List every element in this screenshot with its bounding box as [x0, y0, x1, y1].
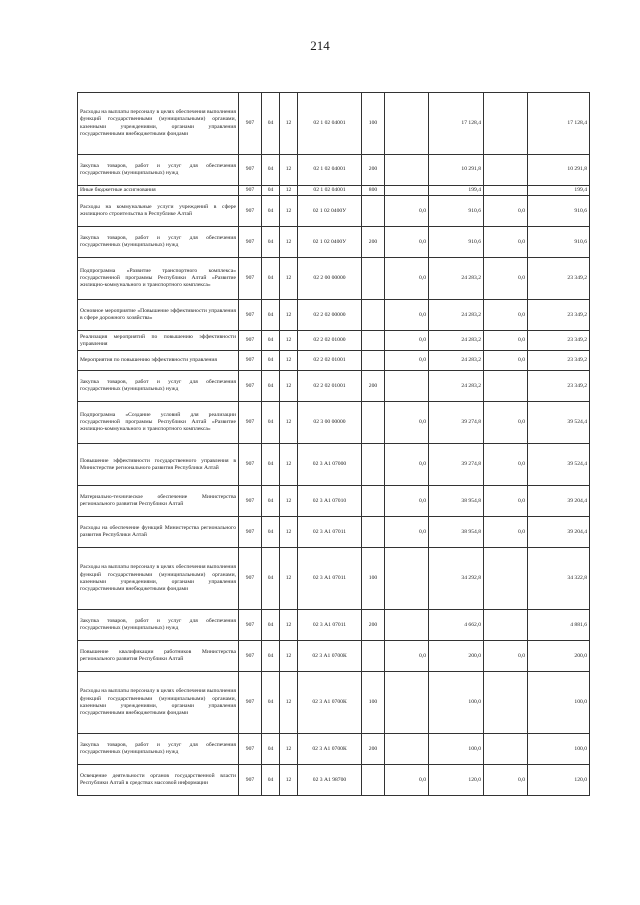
amount-change-2 — [484, 672, 528, 734]
table-row — [78, 517, 590, 548]
section-code: 04 — [262, 331, 280, 351]
target-article-code: 02 3 А1 07000 — [298, 444, 362, 486]
section-code: 04 — [262, 402, 280, 444]
amount-1: 200,0 — [429, 641, 484, 672]
amount-1: 17 128,4 — [429, 93, 484, 155]
amount-2: 120,0 — [528, 765, 590, 796]
amount-1: 24 283,2 — [429, 371, 484, 402]
section-code: 04 — [262, 351, 280, 371]
expense-type-code — [362, 486, 385, 517]
amount-1: 100,0 — [429, 672, 484, 734]
amount-1: 120,0 — [429, 765, 484, 796]
target-article-code: 02 3 А1 07011 — [298, 610, 362, 641]
subsection-code: 12 — [280, 351, 298, 371]
grbs-code: 907 — [239, 155, 262, 186]
subsection-code: 12 — [280, 672, 298, 734]
expense-type-code: 800 — [362, 186, 385, 196]
amount-2: 4 881,6 — [528, 610, 590, 641]
target-article-code: 02 1 02 04001 — [298, 186, 362, 196]
table-row — [78, 258, 590, 300]
section-code: 04 — [262, 186, 280, 196]
subsection-code: 12 — [280, 300, 298, 331]
subsection-code: 12 — [280, 402, 298, 444]
amount-1: 24 283,2 — [429, 351, 484, 371]
expense-type-code: 200 — [362, 371, 385, 402]
amount-change-2 — [484, 610, 528, 641]
subsection-code: 12 — [280, 93, 298, 155]
amount-change-1: 0,0 — [385, 351, 429, 371]
target-article-code: 02 2 02 00000 — [298, 300, 362, 331]
amount-change-2 — [484, 734, 528, 765]
amount-change-1: 0,0 — [385, 486, 429, 517]
amount-change-2 — [484, 155, 528, 186]
target-article-code: 02 3 00 00000 — [298, 402, 362, 444]
amount-change-1 — [385, 548, 429, 610]
amount-2: 23 349,2 — [528, 331, 590, 351]
grbs-code: 907 — [239, 765, 262, 796]
subsection-code: 12 — [280, 610, 298, 641]
subsection-code: 12 — [280, 765, 298, 796]
table-body — [78, 93, 590, 796]
amount-change-2 — [484, 186, 528, 196]
section-code: 04 — [262, 227, 280, 258]
amount-1: 34 292,8 — [429, 548, 484, 610]
amount-change-2 — [484, 93, 528, 155]
row-name: Расходы на выплаты персоналу в целях обеспечения выполнения функций государственными (муниципальными) органами, казенными учреждениями, органами управления государственными внебюджетными фондами — [78, 672, 239, 734]
amount-change-1: 0,0 — [385, 196, 429, 227]
amount-change-1 — [385, 610, 429, 641]
amount-2: 39 204,4 — [528, 517, 590, 548]
amount-change-2: 0,0 — [484, 196, 528, 227]
grbs-code: 907 — [239, 371, 262, 402]
expense-type-code — [362, 517, 385, 548]
target-article-code: 02 3 А1 0700К — [298, 734, 362, 765]
amount-1: 100,0 — [429, 734, 484, 765]
table-row — [78, 486, 590, 517]
amount-2: 23 349,2 — [528, 300, 590, 331]
amount-2: 39 524,4 — [528, 402, 590, 444]
amount-1: 910,6 — [429, 227, 484, 258]
amount-2: 100,0 — [528, 734, 590, 765]
row-name: Подпрограмма «Развитие транспортного комплекса» государственной программы Республики Алтай «Развитие жилищно-коммунального и транспортного комплекса» — [78, 258, 239, 300]
grbs-code: 907 — [239, 300, 262, 331]
row-name: Иные бюджетные ассигнования — [78, 186, 239, 196]
target-article-code: 02 1 02 0400У — [298, 227, 362, 258]
table-row — [78, 196, 590, 227]
row-name: Расходы на выплаты персоналу в целях обеспечения выполнения функций государственными (муниципальными) органами, казенными учреждениями, органами управления государственными внебюджетными фондами — [78, 548, 239, 610]
amount-1: 4 662,0 — [429, 610, 484, 641]
subsection-code: 12 — [280, 371, 298, 402]
row-name: Закупка товаров, работ и услуг для обеспечения государственных (муниципальных) нужд — [78, 610, 239, 641]
table-row — [78, 331, 590, 351]
subsection-code: 12 — [280, 155, 298, 186]
subsection-code: 12 — [280, 186, 298, 196]
table-row — [78, 351, 590, 371]
amount-2: 10 291,8 — [528, 155, 590, 186]
grbs-code: 907 — [239, 486, 262, 517]
amount-change-2: 0,0 — [484, 641, 528, 672]
amount-1: 910,6 — [429, 196, 484, 227]
grbs-code: 907 — [239, 734, 262, 765]
budget-table — [77, 92, 590, 796]
target-article-code: 02 1 02 04001 — [298, 155, 362, 186]
expense-type-code — [362, 196, 385, 227]
section-code: 04 — [262, 641, 280, 672]
expense-type-code — [362, 402, 385, 444]
page-number: 214 — [310, 38, 330, 53]
section-code: 04 — [262, 734, 280, 765]
amount-change-2: 0,0 — [484, 517, 528, 548]
amount-2: 910,6 — [528, 227, 590, 258]
target-article-code: 02 2 02 01001 — [298, 351, 362, 371]
row-name: Закупка товаров, работ и услуг для обеспечения государственных (муниципальных) нужд — [78, 155, 239, 186]
row-name: Закупка товаров, работ и услуг для обеспечения государственных (муниципальных) нужд — [78, 371, 239, 402]
amount-change-2 — [484, 371, 528, 402]
expense-type-code — [362, 444, 385, 486]
amount-change-1 — [385, 672, 429, 734]
grbs-code: 907 — [239, 258, 262, 300]
amount-change-2: 0,0 — [484, 486, 528, 517]
amount-change-2: 0,0 — [484, 331, 528, 351]
amount-change-2: 0,0 — [484, 258, 528, 300]
table-row — [78, 371, 590, 402]
target-article-code: 02 2 02 01001 — [298, 371, 362, 402]
subsection-code: 12 — [280, 196, 298, 227]
grbs-code: 907 — [239, 610, 262, 641]
table-row — [78, 765, 590, 796]
section-code: 04 — [262, 517, 280, 548]
amount-change-1 — [385, 371, 429, 402]
expense-type-code — [362, 300, 385, 331]
amount-change-1: 0,0 — [385, 765, 429, 796]
expense-type-code: 200 — [362, 155, 385, 186]
expense-type-code — [362, 258, 385, 300]
section-code: 04 — [262, 155, 280, 186]
amount-1: 24 283,2 — [429, 331, 484, 351]
amount-1: 39 274,8 — [429, 402, 484, 444]
subsection-code: 12 — [280, 486, 298, 517]
amount-change-1: 0,0 — [385, 444, 429, 486]
amount-2: 34 322,8 — [528, 548, 590, 610]
row-name: Расходы на выплаты персоналу в целях обеспечения выполнения функций государственными (муниципальными) органами, казенными учреждениями, органами управления государственными внебюджетными фондами — [78, 93, 239, 155]
amount-change-1 — [385, 734, 429, 765]
amount-change-2: 0,0 — [484, 300, 528, 331]
table-row — [78, 672, 590, 734]
amount-2: 23 349,2 — [528, 258, 590, 300]
expense-type-code: 200 — [362, 734, 385, 765]
section-code: 04 — [262, 196, 280, 227]
amount-2: 910,6 — [528, 196, 590, 227]
amount-1: 39 274,8 — [429, 444, 484, 486]
section-code: 04 — [262, 258, 280, 300]
section-code: 04 — [262, 300, 280, 331]
row-name: Освещение деятельности органов государственной власти Республики Алтай в средствах массовой информации — [78, 765, 239, 796]
amount-change-2: 0,0 — [484, 765, 528, 796]
row-name: Расходы на коммунальные услуги учреждений в сфере жилищного строительства в Республике Алтай — [78, 196, 239, 227]
amount-2: 23 349,2 — [528, 371, 590, 402]
row-name: Повышение квалификации работников Министерства регионального развития Республики Алтай — [78, 641, 239, 672]
grbs-code: 907 — [239, 227, 262, 258]
grbs-code: 907 — [239, 93, 262, 155]
subsection-code: 12 — [280, 641, 298, 672]
target-article-code: 02 2 00 00000 — [298, 258, 362, 300]
amount-1: 199,4 — [429, 186, 484, 196]
amount-change-2: 0,0 — [484, 351, 528, 371]
target-article-code: 02 1 02 04001 — [298, 93, 362, 155]
amount-2: 100,0 — [528, 672, 590, 734]
section-code: 04 — [262, 93, 280, 155]
subsection-code: 12 — [280, 331, 298, 351]
section-code: 04 — [262, 371, 280, 402]
expense-type-code — [362, 641, 385, 672]
amount-change-1 — [385, 93, 429, 155]
table-row — [78, 227, 590, 258]
target-article-code: 02 2 02 01000 — [298, 331, 362, 351]
amount-change-1: 0,0 — [385, 300, 429, 331]
amount-change-2: 0,0 — [484, 227, 528, 258]
grbs-code: 907 — [239, 548, 262, 610]
row-name: Материально-техническое обеспечение Министерства регионального развития Республики Алтай — [78, 486, 239, 517]
amount-change-1: 0,0 — [385, 517, 429, 548]
expense-type-code — [362, 765, 385, 796]
section-code: 04 — [262, 610, 280, 641]
expense-type-code: 100 — [362, 548, 385, 610]
subsection-code: 12 — [280, 258, 298, 300]
grbs-code: 907 — [239, 186, 262, 196]
amount-change-1 — [385, 155, 429, 186]
amount-2: 200,0 — [528, 641, 590, 672]
section-code: 04 — [262, 765, 280, 796]
table-row — [78, 444, 590, 486]
row-name: Закупка товаров, работ и услуг для обеспечения государственных (муниципальных) нужд — [78, 227, 239, 258]
row-name: Реализация мероприятий по повышению эффективности управления — [78, 331, 239, 351]
expense-type-code: 200 — [362, 227, 385, 258]
table-row — [78, 300, 590, 331]
row-name: Мероприятия по повышению эффективности управления — [78, 351, 239, 371]
amount-2: 39 204,4 — [528, 486, 590, 517]
table-row — [78, 641, 590, 672]
row-name: Основное мероприятие «Повышение эффективности управления в сфере дорожного хозяйства» — [78, 300, 239, 331]
amount-change-1: 0,0 — [385, 258, 429, 300]
target-article-code: 02 3 А1 0700К — [298, 672, 362, 734]
expense-type-code: 200 — [362, 610, 385, 641]
grbs-code: 907 — [239, 641, 262, 672]
target-article-code: 02 1 02 0400У — [298, 196, 362, 227]
target-article-code: 02 3 А1 0700К — [298, 641, 362, 672]
subsection-code: 12 — [280, 548, 298, 610]
amount-1: 24 283,2 — [429, 258, 484, 300]
grbs-code: 907 — [239, 331, 262, 351]
amount-change-2: 0,0 — [484, 444, 528, 486]
amount-2: 23 349,2 — [528, 351, 590, 371]
amount-2: 199,4 — [528, 186, 590, 196]
amount-change-2 — [484, 548, 528, 610]
amount-1: 38 954,8 — [429, 517, 484, 548]
amount-change-1: 0,0 — [385, 641, 429, 672]
subsection-code: 12 — [280, 227, 298, 258]
target-article-code: 02 3 А1 07011 — [298, 548, 362, 610]
grbs-code: 907 — [239, 517, 262, 548]
subsection-code: 12 — [280, 444, 298, 486]
row-name: Расходы на обеспечение функций Министерства регионального развития Республики Алтай — [78, 517, 239, 548]
amount-2: 17 128,4 — [528, 93, 590, 155]
amount-change-1 — [385, 186, 429, 196]
table-row — [78, 155, 590, 186]
amount-change-1: 0,0 — [385, 227, 429, 258]
amount-1: 24 283,2 — [429, 300, 484, 331]
section-code: 04 — [262, 444, 280, 486]
amount-change-1: 0,0 — [385, 331, 429, 351]
table-row — [78, 610, 590, 641]
grbs-code: 907 — [239, 351, 262, 371]
table-row — [78, 734, 590, 765]
amount-change-1: 0,0 — [385, 402, 429, 444]
row-name: Повышение эффективности государственного управления в Министерстве регионального развития Республики Алтай — [78, 444, 239, 486]
table-row — [78, 402, 590, 444]
section-code: 04 — [262, 672, 280, 734]
expense-type-code — [362, 351, 385, 371]
subsection-code: 12 — [280, 734, 298, 765]
expense-type-code: 100 — [362, 93, 385, 155]
expense-type-code: 100 — [362, 672, 385, 734]
table-row — [78, 93, 590, 155]
subsection-code: 12 — [280, 517, 298, 548]
section-code: 04 — [262, 548, 280, 610]
table-row — [78, 186, 590, 196]
target-article-code: 02 3 А1 07011 — [298, 517, 362, 548]
grbs-code: 907 — [239, 444, 262, 486]
row-name: Закупка товаров, работ и услуг для обеспечения государственных (муниципальных) нужд — [78, 734, 239, 765]
row-name: Подпрограмма «Создание условий для реализации государственной программы Республики Алтай «Развитие жилищно-коммунального и транспортного комплекса» — [78, 402, 239, 444]
expense-type-code — [362, 331, 385, 351]
amount-2: 39 524,4 — [528, 444, 590, 486]
target-article-code: 02 3 А1 98700 — [298, 765, 362, 796]
section-code: 04 — [262, 486, 280, 517]
table-row — [78, 548, 590, 610]
grbs-code: 907 — [239, 672, 262, 734]
grbs-code: 907 — [239, 196, 262, 227]
grbs-code: 907 — [239, 402, 262, 444]
amount-1: 38 954,8 — [429, 486, 484, 517]
amount-1: 10 291,8 — [429, 155, 484, 186]
amount-change-2: 0,0 — [484, 402, 528, 444]
target-article-code: 02 3 А1 07010 — [298, 486, 362, 517]
